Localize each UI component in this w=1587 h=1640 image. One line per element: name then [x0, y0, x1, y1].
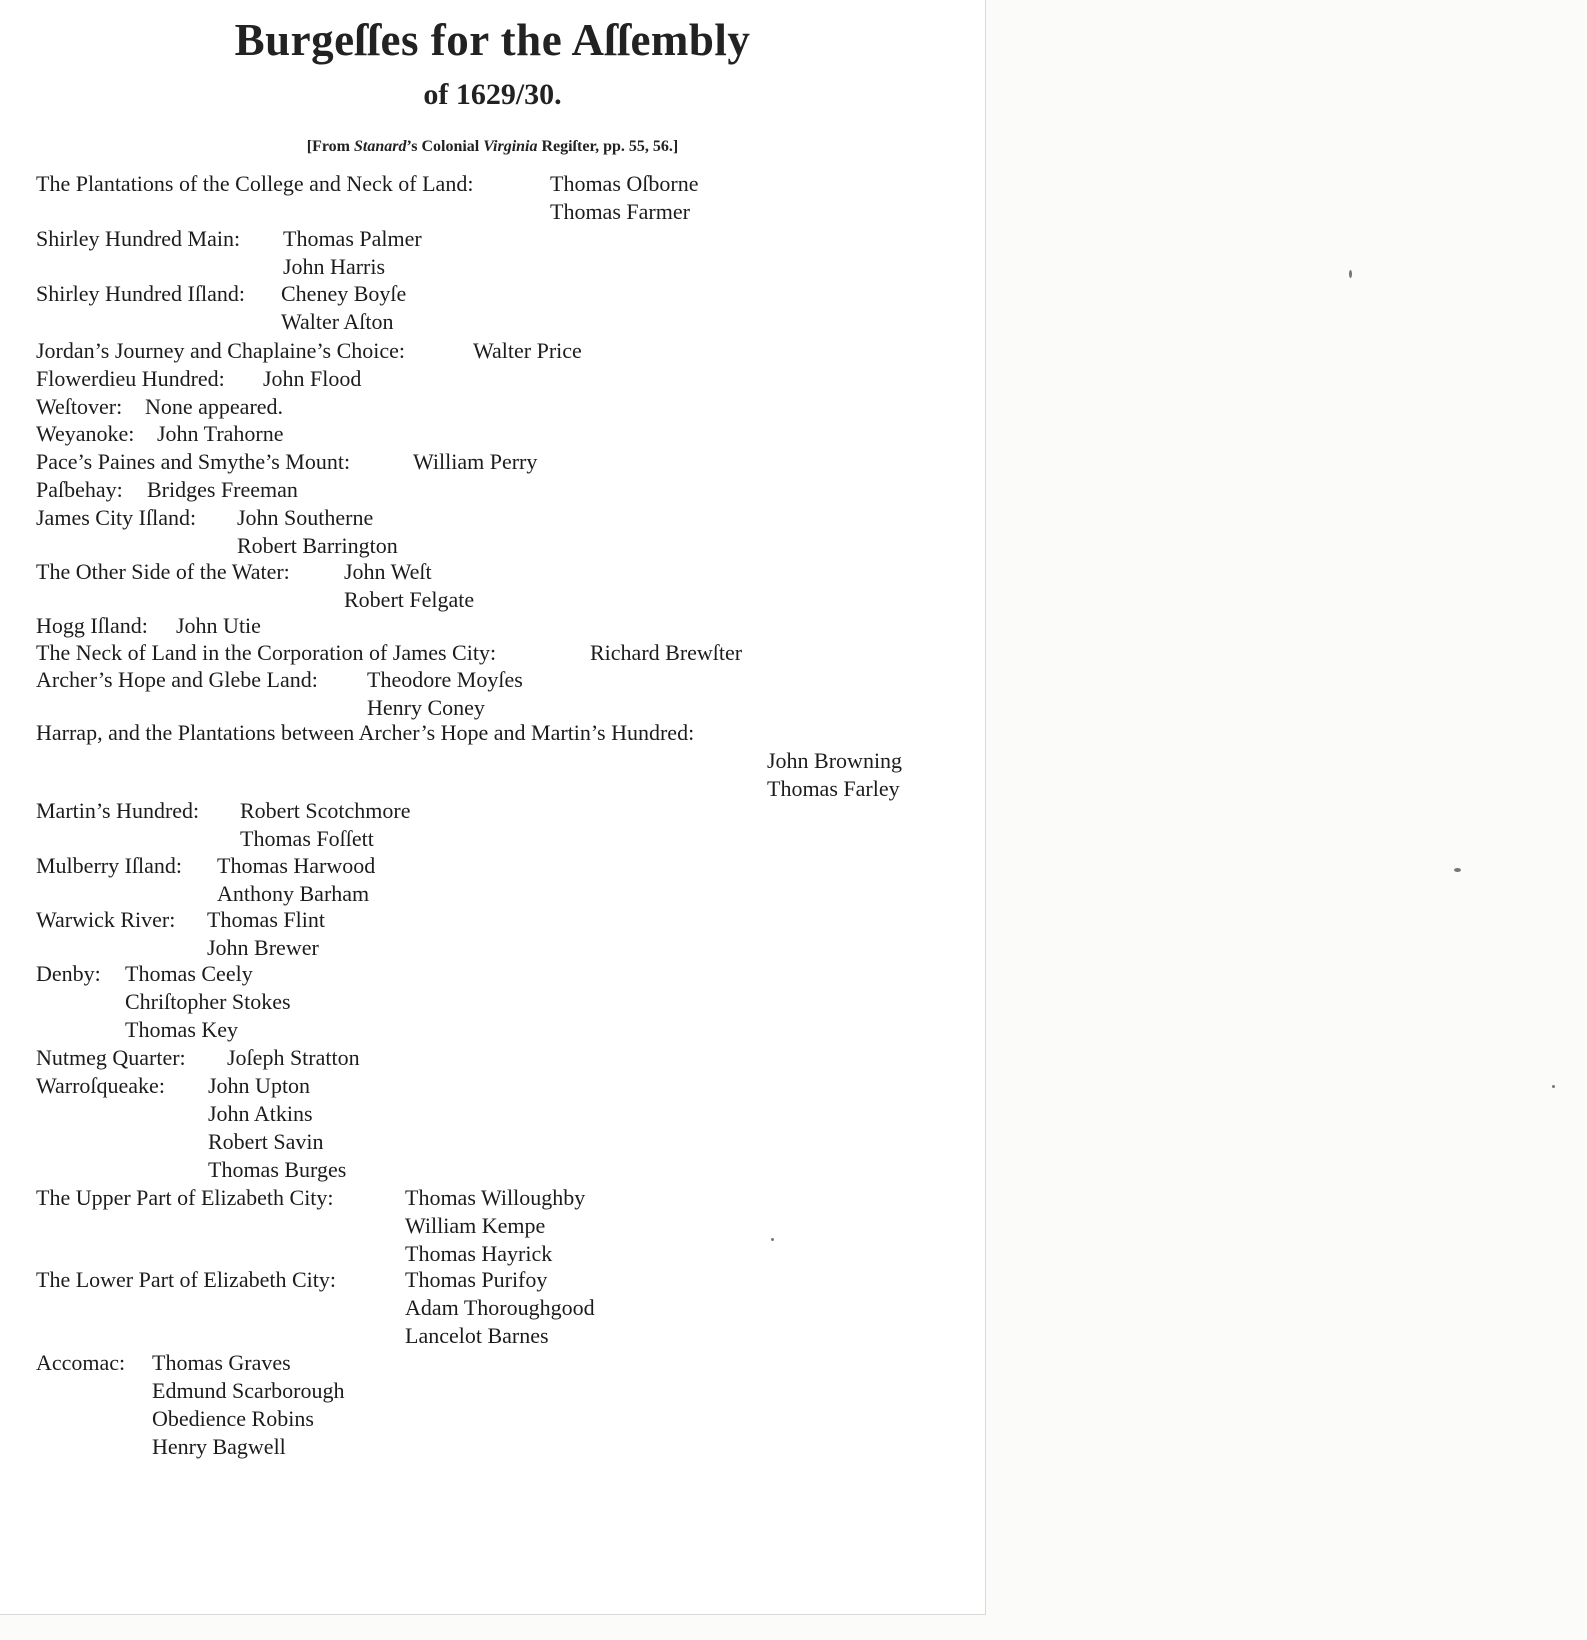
burgess-name: Obedience Robins — [152, 1406, 314, 1431]
burgess-name: John Utie — [176, 613, 261, 638]
place-name: Pace’s Paines and Smythe’s Mount: — [36, 449, 351, 474]
burgess-names — [152, 1349, 344, 1461]
place-name: Shirley Hundred Main: — [36, 226, 241, 251]
burgess-name: John Harris — [283, 254, 386, 279]
source-suffix: Regiſter, pp. 55, 56.] — [541, 138, 679, 155]
burgess-name: John Flood — [263, 366, 362, 391]
place-name: Warwick River: — [36, 907, 176, 932]
burgess-name: Robert Felgate — [344, 587, 475, 612]
place-name: The Other Side of the Water: — [36, 559, 290, 584]
burgess-name: Henry Bagwell — [152, 1434, 286, 1459]
burgess-name: Thomas Burges — [208, 1157, 347, 1182]
burgess-name: Thomas Oſborne — [550, 171, 699, 196]
burgess-name: Thomas Graves — [152, 1350, 291, 1375]
burgess-name: Theodore Moyſes — [367, 667, 523, 692]
paper-speck — [771, 1238, 774, 1241]
place-name: Nutmeg Quarter: — [36, 1045, 186, 1070]
burgess-names — [240, 797, 410, 853]
burgess-name: Thomas Purifoy — [405, 1267, 548, 1292]
source-author: Stanard — [354, 138, 407, 155]
burgess-name: John Brewer — [207, 935, 319, 960]
burgess-name: Thomas Farley — [767, 776, 900, 801]
burgess-names — [281, 280, 406, 336]
burgess-names — [125, 960, 291, 1044]
burgess-name: Walter Price — [473, 338, 582, 363]
source-citation — [0, 138, 985, 156]
burgess-name: Thomas Harwood — [217, 853, 376, 878]
burgess-name: Walter Aſton — [281, 309, 394, 334]
burgess-name: None appeared. — [145, 394, 284, 419]
source-state: Virginia — [483, 138, 538, 155]
document-subtitle: of 1629/30. — [423, 78, 562, 111]
burgess-names — [227, 1044, 360, 1072]
burgess-names — [550, 170, 698, 226]
burgess-name: Bridges Freeman — [147, 477, 298, 502]
burgess-name: Anthony Barham — [217, 881, 370, 906]
burgess-name: Thomas Ceely — [125, 961, 253, 986]
burgess-name: Joſeph Stratton — [227, 1045, 360, 1070]
burgess-names — [145, 393, 283, 421]
burgess-name: Edmund Scarborough — [152, 1378, 345, 1403]
place-name: Flowerdieu Hundred: — [36, 366, 225, 391]
burgess-names — [263, 365, 361, 393]
place-name: Weſtover: — [36, 394, 123, 419]
place-name: The Lower Part of Elizabeth City: — [36, 1267, 336, 1292]
burgess-names — [473, 337, 582, 365]
paper-speck — [1552, 1085, 1555, 1088]
place-name: Warroſqueake: — [36, 1073, 165, 1098]
paper-speck — [1349, 270, 1352, 278]
burgess-name: Thomas Key — [125, 1017, 239, 1042]
burgess-names — [176, 612, 261, 640]
place-name: Denby: — [36, 961, 101, 986]
burgess-name: Robert Scotchmore — [240, 798, 411, 823]
burgess-name: Chriſtopher Stokes — [125, 989, 291, 1014]
burgess-name: Thomas Hayrick — [405, 1241, 553, 1266]
burgess-names — [157, 420, 284, 448]
burgess-name: John Browning — [767, 748, 903, 773]
burgess-names — [767, 747, 902, 803]
burgess-names — [237, 504, 398, 560]
burgess-name: Thomas Foſſett — [240, 826, 374, 851]
burgess-name: Thomas Flint — [207, 907, 325, 932]
burgess-name: Thomas Willoughby — [405, 1185, 586, 1210]
source-prefix: [From — [306, 138, 351, 155]
burgess-name: Robert Savin — [208, 1129, 324, 1154]
source-mid: ’s Colonial — [406, 138, 480, 155]
place-name: Archer’s Hope and Glebe Land: — [36, 667, 318, 692]
burgess-names — [405, 1184, 585, 1268]
burgess-names — [590, 639, 742, 667]
burgess-name: John Trahorne — [157, 421, 284, 446]
document-title: Burgeſſes for the Aſſembly — [234, 15, 751, 65]
place-name: The Neck of Land in the Corporation of James City: — [36, 640, 497, 665]
burgess-name: William Kempe — [405, 1213, 546, 1238]
burgess-name: William Perry — [413, 449, 538, 474]
burgess-name: Robert Barrington — [237, 533, 398, 558]
place-name: Harrap, and the Plantations between Archer’s Hope and Martin’s Hundred: — [36, 720, 695, 745]
burgess-names — [217, 852, 375, 908]
place-name: Mulberry Iſland: — [36, 853, 183, 878]
burgess-name: Richard Brewſter — [590, 640, 743, 665]
paper-speck — [1454, 868, 1461, 872]
burgess-names — [147, 476, 298, 504]
place-name: Shirley Hundred Iſland: — [36, 281, 245, 306]
place-name: Jordan’s Journey and Chaplaine’s Choice: — [36, 338, 406, 363]
burgess-name: Cheney Boyſe — [281, 281, 407, 306]
burgess-name: Thomas Farmer — [550, 199, 690, 224]
burgess-name: Lancelot Barnes — [405, 1323, 549, 1348]
burgess-name: John Weſt — [344, 559, 432, 584]
burgess-name: John Atkins — [208, 1101, 313, 1126]
place-name: Paſbehay: — [36, 477, 123, 502]
place-name: Martin’s Hundred: — [36, 798, 200, 823]
burgess-name: John Upton — [208, 1073, 311, 1098]
place-name: James City Iſland: — [36, 505, 197, 530]
burgess-names — [283, 225, 422, 281]
burgess-names — [344, 558, 474, 614]
place-name: Weyanoke: — [36, 421, 135, 446]
burgess-names — [207, 906, 325, 962]
place-name: The Upper Part of Elizabeth City: — [36, 1185, 334, 1210]
burgess-name: Adam Thoroughgood — [405, 1295, 595, 1320]
burgess-name: Henry Coney — [367, 695, 485, 720]
place-name: The Plantations of the College and Neck of Land: — [36, 171, 474, 196]
burgess-name: John Southerne — [237, 505, 374, 530]
burgess-names — [208, 1072, 346, 1184]
burgess-name: Thomas Palmer — [283, 226, 422, 251]
burgess-names — [367, 666, 523, 722]
burgess-names — [413, 448, 537, 476]
place-name: Hogg Iſland: — [36, 613, 148, 638]
place-name: Accomac: — [36, 1350, 126, 1375]
burgess-names — [405, 1266, 595, 1350]
